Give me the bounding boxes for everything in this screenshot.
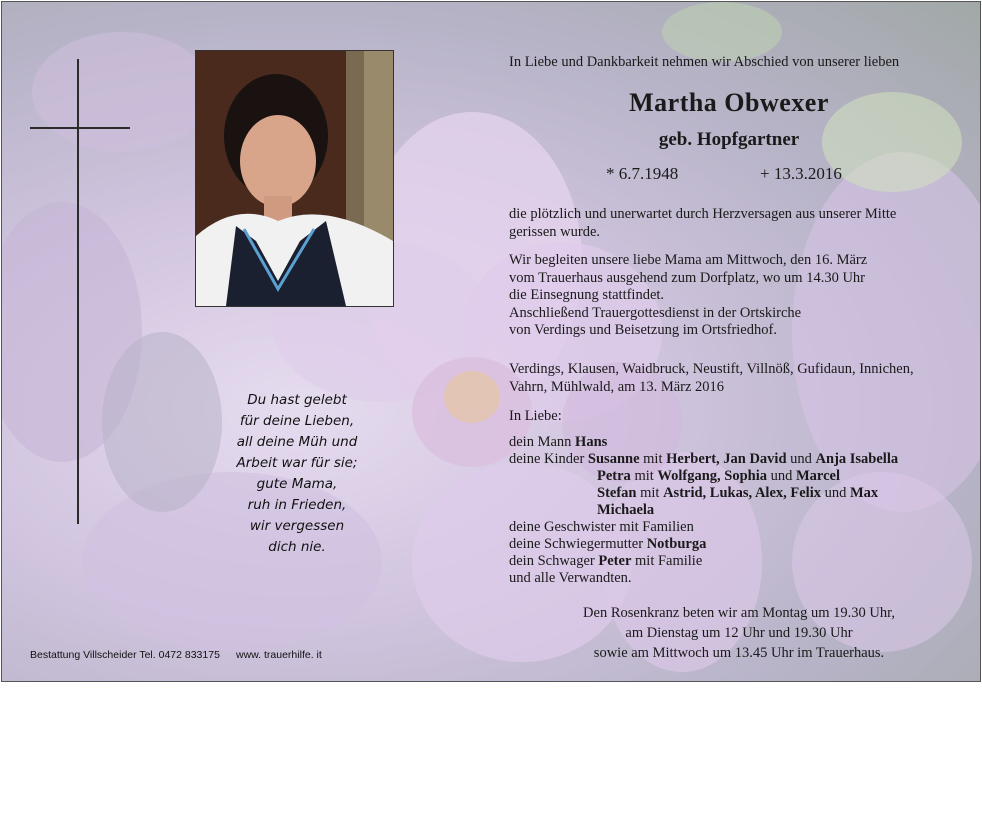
family-row-brother-in-law: dein Schwager Peter mit Familie xyxy=(509,553,703,569)
family-row-children: deine Kinder Susanne mit Herbert, Jan David und Anja Isabella xyxy=(509,451,899,467)
intro-text: In Liebe und Dankbarkeit nehmen wir Abschied von unserer lieben xyxy=(509,54,900,70)
maiden-name: geb. Hopfgartner xyxy=(658,129,800,150)
death-notice-text: die plötzlich und unerwartet durch Herzversagen aus unserer Mitte gerissen wurde. xyxy=(509,206,897,240)
family-row-relatives: und alle Verwandten. xyxy=(509,570,632,586)
family-row-siblings: deine Geschwister mit Familien xyxy=(509,519,694,535)
memorial-poem: Du hast gelebt für deine Lieben, all deine Müh und Arbeit war für sie; gute Mama, ruh in Frieden, wir vergessen dich nie. xyxy=(236,392,358,555)
portrait-photo xyxy=(195,50,394,307)
obituary-card xyxy=(1,1,981,682)
funeral-details-text: Wir begleiten unsere liebe Mama am Mittwoch, den 16. März vom Trauerhaus ausgehend zum Dorfplatz, wo um 14.30 Uhr die Einsegnung stattfindet. Anschließend Trauergottesdienst in der Ortskirche von Verdings und Beisetzung im Ortsfriedhof. xyxy=(509,252,868,338)
death-date: + 13.3.2016 xyxy=(760,164,842,183)
family-row-husband: dein Mann Hans xyxy=(509,434,608,450)
family-row-michaela: Michaela xyxy=(597,502,655,518)
cross-horizontal xyxy=(30,127,130,129)
in-love-heading: In Liebe: xyxy=(509,408,562,424)
funeral-home-contact: Bestattung Villscheider Tel. 0472 833175 xyxy=(30,649,220,661)
family-list xyxy=(509,434,898,587)
family-row-stefan: Stefan mit Astrid, Lukas, Alex, Felix und Max xyxy=(597,485,879,501)
family-row-petra: Petra mit Wolfgang, Sophia und Marcel xyxy=(597,468,841,484)
locations-date-text: Verdings, Klausen, Waidbruck, Neustift, Villnöß, Gufidaun, Innichen, Vahrn, Mühlwald, am 13. März 2016 xyxy=(509,361,914,395)
rosary-schedule: Den Rosenkranz beten wir am Montag um 19.30 Uhr, am Dienstag um 12 Uhr und 19.30 Uhr sowie am Mittwoch um 13.45 Uhr im Trauerhaus. xyxy=(583,605,895,661)
family-row-mother-in-law: deine Schwiegermutter Notburga xyxy=(509,536,707,552)
birth-date: * 6.7.1948 xyxy=(606,164,679,183)
website-link[interactable]: www. trauerhilfe. it xyxy=(236,649,322,661)
deceased-name: Martha Obwexer xyxy=(629,88,829,117)
